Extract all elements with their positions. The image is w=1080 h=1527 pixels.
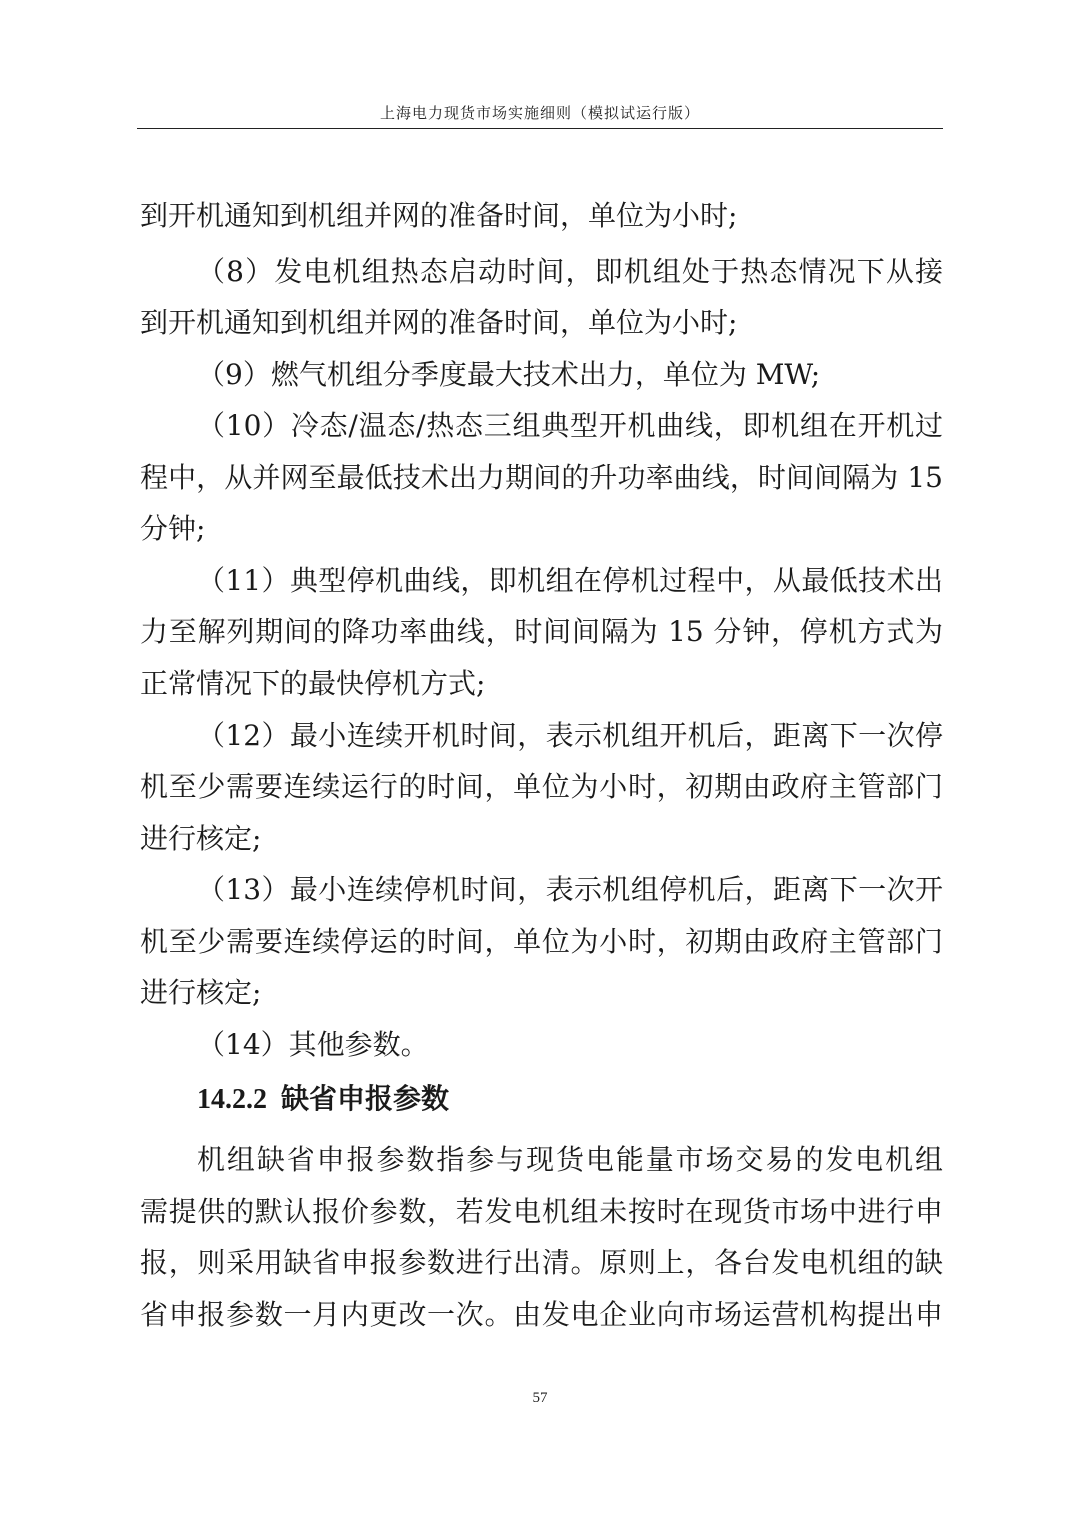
text-line: 到开机通知到机组并网的准备时间，单位为小时;: [140, 306, 738, 339]
text-line: （8）发电机组热态启动时间，即机组处于热态情况下从接: [197, 255, 943, 288]
running-header: 上海电力现货市场实施细则（模拟试运行版）: [379, 104, 700, 122]
text-line: 需提供的默认报价参数，若发电机组未按时在现货市场中进行申: [140, 1195, 943, 1228]
text-line: （10）冷态/温态/热态三组典型开机曲线，即机组在开机过: [197, 409, 943, 442]
text-line: 省申报参数一月内更改一次。由发电企业向市场运营机构提出申: [140, 1298, 943, 1331]
text-line: （14）其他参数。: [197, 1028, 429, 1061]
text-line: （13）最小连续停机时间，表示机组停机后，距离下一次开: [197, 873, 943, 906]
page-number: 57: [532, 1390, 548, 1406]
text-line: 到开机通知到机组并网的准备时间，单位为小时;: [140, 199, 738, 232]
text-line: 机至少需要连续运行的时间，单位为小时，初期由政府主管部门: [140, 770, 943, 803]
text-line: 进行核定;: [140, 822, 262, 855]
text-line: 正常情况下的最快停机方式;: [140, 667, 486, 700]
text-line: 力至解列期间的降功率曲线，时间间隔为 15 分钟，停机方式为: [140, 615, 943, 648]
section-heading: [197, 1079, 449, 1119]
text-line: 分钟;: [140, 512, 206, 545]
section-number: 14.2.2: [197, 1084, 267, 1115]
text-line: 进行核定;: [140, 976, 262, 1009]
text-line: （12）最小连续开机时间，表示机组开机后，距离下一次停: [197, 719, 943, 752]
text-line: 机组缺省申报参数指参与现货电能量市场交易的发电机组: [197, 1143, 943, 1176]
text-line: 程中，从并网至最低技术出力期间的升功率曲线，时间间隔为 15: [140, 461, 943, 494]
text-line: 机至少需要连续停运的时间，单位为小时，初期由政府主管部门: [140, 925, 943, 958]
text-line: （11）典型停机曲线，即机组在停机过程中，从最低技术出: [197, 564, 943, 597]
header-rule: [137, 128, 943, 129]
section-title: 缺省申报参数: [281, 1082, 450, 1115]
text-line: 报，则采用缺省申报参数进行出清。原则上，各台发电机组的缺: [140, 1246, 943, 1279]
text-line: （9）燃气机组分季度最大技术出力，单位为 MW;: [197, 358, 821, 391]
